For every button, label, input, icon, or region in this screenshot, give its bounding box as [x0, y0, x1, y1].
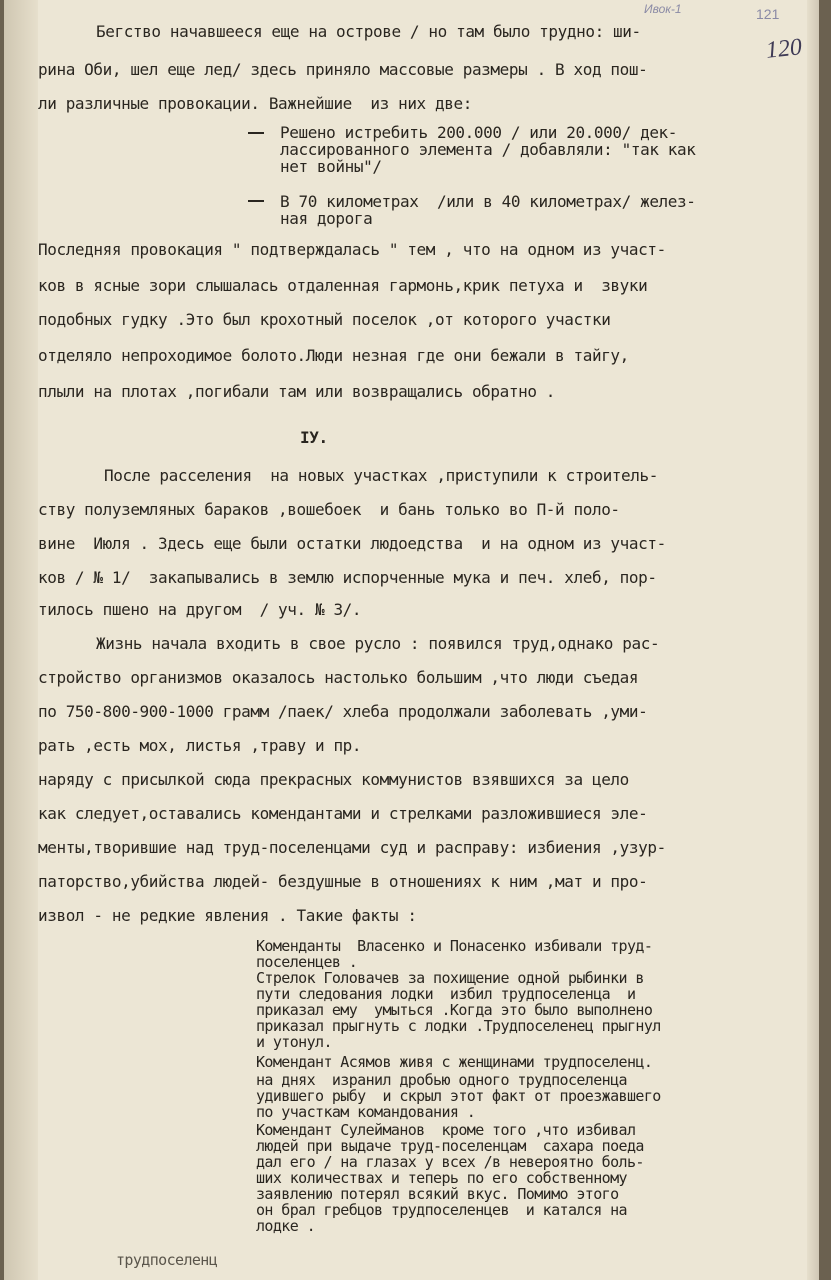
fact-line: Комендант Сулейманов кроме того ,что избивал — [256, 1121, 636, 1139]
text-line: подобных гудку .Это был крохотный поселок ,от которого участки — [38, 310, 611, 329]
fact-line: Комендант Асямов живя с женщинами трудпоселенц. — [256, 1053, 653, 1071]
text-line: извол - не редкие явления . Такие факты : — [38, 906, 417, 925]
text-line: отделяло непроходимое болото.Люди незная где они бежали в тайгу, — [38, 346, 629, 365]
text-line: тилось пшено на другом / уч. № 3/. — [38, 600, 362, 619]
fact-line: заявлению потерял всякий вкус. Помимо этого — [256, 1185, 619, 1203]
text-line: Последняя провокация " подтверждалась " тем , что на одном из участ- — [38, 240, 666, 259]
text-line: рина Оби, шел еще лед/ здесь приняло массовые размеры . В ход пош- — [38, 60, 648, 79]
text-line: ков / № 1/ закапывались в землю испорченные мука и печ. хлеб, пор- — [38, 568, 657, 587]
bullet-line: лассированного элемента / добавляли: "так как — [280, 140, 696, 159]
fact-line: на днях изранил дробью одного трудпоселенца — [256, 1071, 627, 1089]
fact-line: дал его / на глазах у всех /в невероятно боль- — [256, 1153, 644, 1171]
fact-line: он брал гребцов трудпоселенцев и катался на — [256, 1201, 627, 1219]
bullet-line: Решено истребить 200.000 / или 20.000/ дек- — [280, 123, 678, 142]
bullet-dash — [248, 132, 264, 134]
text-line: паторство,убийства людей- бездушные в отношениях к ним ,мат и про- — [38, 872, 648, 891]
document-page — [4, 0, 819, 1280]
sheet-number: 121 — [756, 6, 780, 22]
bullet-line: нет войны"/ — [280, 157, 382, 176]
bullet-dash — [248, 200, 264, 202]
text-line: менты,творившие над труд-поселенцами суд и расправу: избиения ,узур- — [38, 838, 666, 857]
text-line: как следует,оставались комендантами и стрелками разложившиеся эле- — [38, 804, 648, 823]
bullet-line: ная дорога — [280, 209, 373, 228]
footer-fragment: трудпоселенц — [116, 1251, 218, 1269]
fact-line: лодке . — [256, 1217, 316, 1235]
text-line: ков в ясные зори слышалась отдаленная гармонь,крик петуха и звуки — [38, 276, 648, 295]
fact-line: поселенцев . — [256, 953, 358, 971]
text-line: Бегство начавшееся еще на острове / но там было трудно: ши- — [96, 22, 641, 41]
text-line: рать ,есть мох, листья ,траву и пр. — [38, 736, 362, 755]
text-line: плыли на плотах ,погибали там или возвращались обратно . — [38, 382, 556, 401]
fact-line: приказал ему умыться .Когда это было выполнено — [256, 1001, 653, 1019]
folio-number: 120 — [764, 34, 804, 64]
page-edge — [809, 0, 819, 1280]
archive-stamp: Ивок-1 — [644, 2, 682, 16]
bullet-line: В 70 километрах /или в 40 километрах/ желез- — [280, 192, 696, 211]
fact-line: ших количествах и теперь по его собственному — [256, 1169, 627, 1187]
fact-line: по участкам командования . — [256, 1103, 476, 1121]
section-heading: IУ. — [300, 428, 328, 447]
text-line: по 750-800-900-1000 грамм /паек/ хлеба продолжали заболевать ,уми- — [38, 702, 648, 721]
fact-line: Стрелок Головачев за похищение одной рыбинки в — [256, 969, 644, 987]
text-line: Жизнь начала входить в свое русло : появился труд,однако рас- — [96, 634, 660, 653]
fact-line: Коменданты Власенко и Понасенко избивали труд- — [256, 937, 653, 955]
text-line: ли различные провокации. Важнейшие из них две: — [38, 94, 472, 113]
fact-line: и утонул. — [256, 1033, 332, 1051]
fact-line: удившего рыбу и скрыл этот факт от проезжавшего — [256, 1087, 661, 1105]
fact-line: пути следования лодки избил трудпоселенца и — [256, 985, 636, 1003]
fact-line: людей при выдаче труд-поселенцам сахара поеда — [256, 1137, 644, 1155]
text-line: вине Июля . Здесь еще были остатки людоедства и на одном из участ- — [38, 534, 666, 553]
fact-line: приказал прыгнуть с лодки .Трудпоселенец прыгнул — [256, 1017, 661, 1035]
text-line: ству полуземляных бараков ,вошебоек и бань только во П-й поло- — [38, 500, 620, 519]
text-line: стройство организмов оказалось настолько большим ,что люди съедая — [38, 668, 639, 687]
text-line: После расселения на новых участках ,приступили к строитель- — [104, 466, 658, 485]
text-line: наряду с присылкой сюда прекрасных коммунистов взявшихся за цело — [38, 770, 629, 789]
